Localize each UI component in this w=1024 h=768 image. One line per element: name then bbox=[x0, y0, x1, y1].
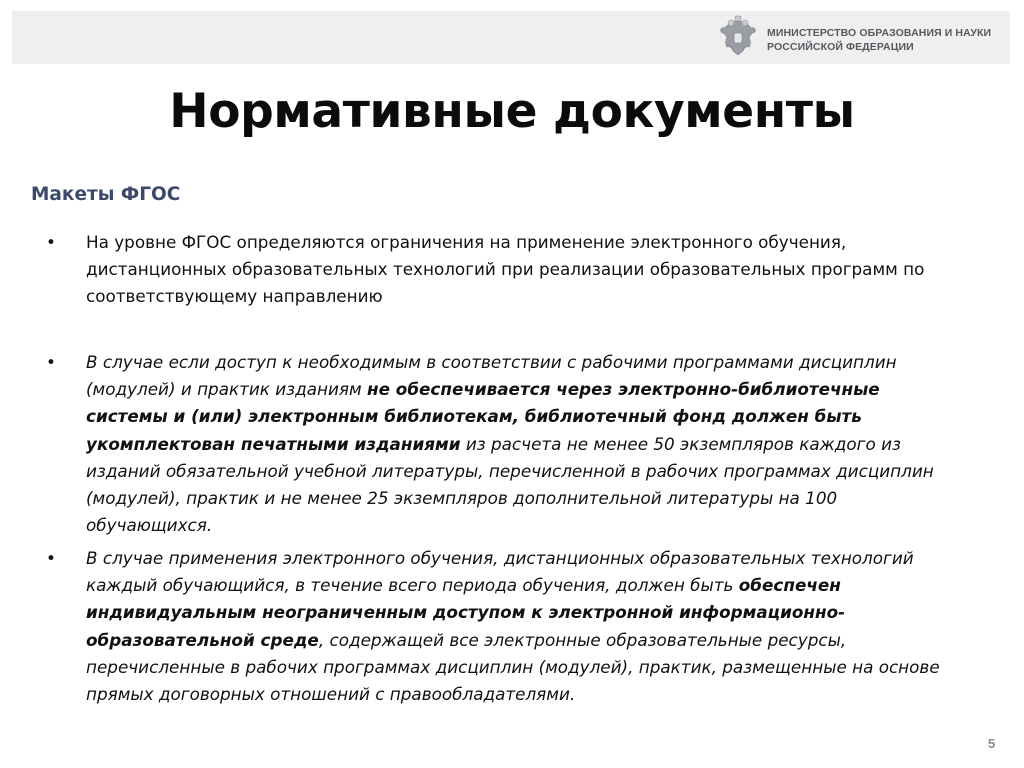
bullet-item bbox=[46, 545, 966, 708]
bullet-item bbox=[46, 229, 966, 311]
bullet-text-emphasis: обеспечен индивидуальным неограниченным доступом к электронной информационно-образовательной среде bbox=[86, 575, 846, 650]
section-subtitle: Макеты ФГОС bbox=[31, 184, 181, 205]
page-number: 5 bbox=[988, 736, 996, 751]
page-title: Нормативные документы bbox=[169, 84, 855, 139]
ministry-line-1: МИНИСТЕРСТВО ОБРАЗОВАНИЯ И НАУКИ bbox=[767, 27, 992, 39]
bullet-marker: • bbox=[46, 352, 56, 372]
coat-of-arms-icon bbox=[719, 15, 757, 57]
bullet-text-part: В случае применения электронного обучения, дистанционных образовательных технологий каждый обучающийся, в течение всего периода обучения, должен быть bbox=[86, 548, 914, 596]
bullet-item bbox=[46, 349, 966, 539]
bullet-text-emphasis: не обеспечивается через электронно-библиотечные системы и (или) электронным библиотекам, библиотечный фонд должен быть укомплектован печатными изданиями bbox=[86, 379, 880, 454]
bullet-marker: • bbox=[46, 548, 56, 568]
bullet-text-part: , содержащей все электронные образовательные ресурсы, перечисленные в рабочих программах дисциплин (модулей), практик, размещенные на основе прямых договорных отношений с правообладателями. bbox=[86, 629, 940, 705]
ministry-line-2: РОССИЙСКОЙ ФЕДЕРАЦИИ bbox=[767, 41, 914, 53]
bullet-text-part: В случае если доступ к необходимым в соответствии с рабочими программами дисциплин (модулей) и практик изданиям bbox=[86, 352, 897, 400]
ministry-name bbox=[767, 26, 991, 54]
bullet-text: На уровне ФГОС определяются ограничения на применение электронного обучения, дистанционных образовательных технологий при реализации образовательных программ по соответствующему направлению bbox=[86, 232, 925, 307]
bullet-text-part: из расчета не менее 50 экземпляров каждого из изданий обязательной учебной литературы, перечисленной в рабочих программах дисциплин (модулей), практик и не менее 25 экземпляров дополнительной литературы на 100 обучающихся. bbox=[86, 433, 934, 536]
bullet-marker: • bbox=[46, 232, 56, 252]
